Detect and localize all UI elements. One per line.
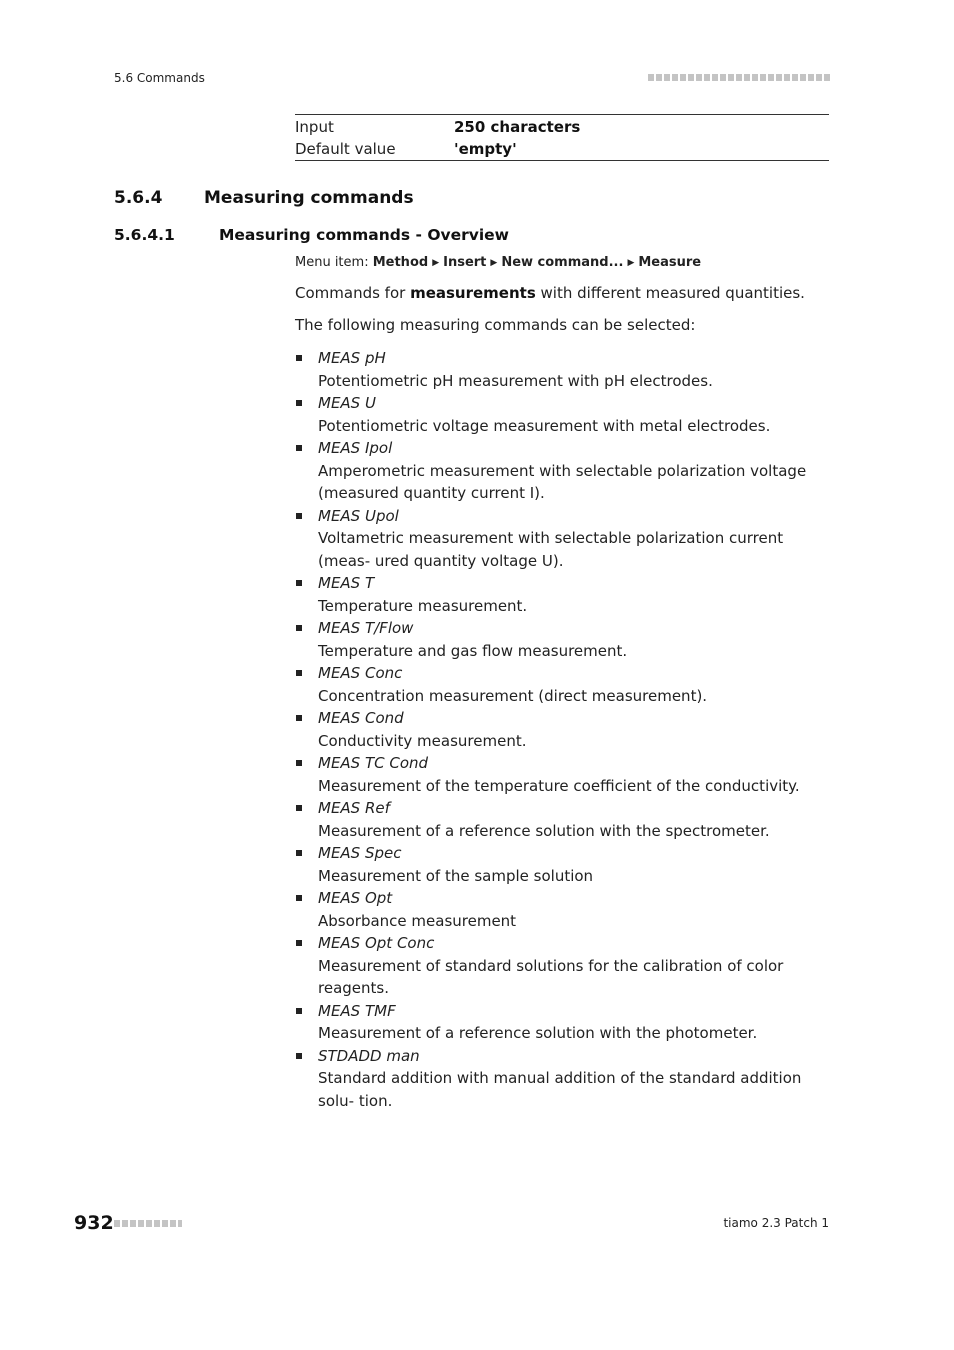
subsection-heading [114,226,509,244]
command-description: Temperature and gas flow measurement. [318,641,628,660]
property-value: 'empty' [454,140,517,158]
triangle-right-icon: ▶ [490,258,498,268]
intro-text: with different measured quantities. [535,284,805,302]
list-item [295,347,829,392]
command-name: MEAS Spec [318,844,402,862]
list-item [295,572,829,617]
bullet-icon [296,445,302,451]
section-heading [114,188,414,208]
bullet-icon [296,940,302,946]
bullet-icon [296,760,302,766]
command-description: Measurement of a reference solution with the photometer. [318,1024,758,1042]
bullet-icon [296,850,302,856]
command-name: MEAS TC Cond [318,754,429,772]
command-name: MEAS Ref [318,799,390,817]
list-item [295,932,829,1000]
subsection-title: Measuring commands - Overview [219,226,510,244]
bullet-icon [296,715,302,721]
triangle-right-icon: ▶ [432,258,440,268]
list-item [295,392,829,437]
property-row-input [295,116,829,138]
page-number: 932 [74,1212,114,1234]
command-description: Standard addition with manual addition of the standard addition solu- tion. [318,1069,802,1110]
command-name: MEAS Cond [318,709,404,727]
menu-label: Menu item: [295,255,369,270]
bullet-icon [296,513,302,519]
running-header-section: 5.6 Commands [114,71,205,85]
list-item [295,752,829,797]
list-item [295,842,829,887]
command-description: Voltametric measurement with selectable polarization current (meas- ured quantity voltage U). [318,529,784,570]
list-item [295,797,829,842]
bullet-icon [296,580,302,586]
command-list [295,347,829,1112]
triangle-right-icon: ▶ [627,258,635,268]
lead-paragraph: The following measuring commands can be selected: [295,316,696,334]
list-item [295,707,829,752]
section-title: Measuring commands [204,188,414,208]
command-description: Measurement of a reference solution with the spectrometer. [318,821,770,840]
command-description: Temperature measurement. [318,596,528,615]
menu-step: New command... [501,255,624,270]
command-name: STDADD man [318,1046,420,1065]
command-name: MEAS T [318,574,375,592]
command-name: MEAS pH [318,349,386,367]
intro-paragraph [295,284,805,302]
command-name: MEAS U [318,394,376,412]
command-name: MEAS Opt [318,889,393,907]
bullet-icon [296,1053,302,1059]
menu-step: Measure [638,255,702,270]
bullet-icon [296,355,302,361]
bullet-icon [296,670,302,676]
command-description: Absorbance measurement [318,911,517,930]
command-name: MEAS TMF [318,1001,396,1020]
header-decoration [648,74,830,81]
command-description: Measurement of standard solutions for the calibration of color reagents. [318,956,784,997]
product-version: tiamo 2.3 Patch 1 [723,1216,829,1230]
bullet-icon [296,625,302,631]
command-description: Measurement of the temperature coefficient of the conductivity. [318,776,800,795]
list-item [295,1000,829,1045]
command-description: Concentration measurement (direct measurement). [318,686,708,705]
bullet-icon [296,1008,302,1014]
list-item [295,1045,829,1113]
command-name: MEAS Upol [318,506,399,525]
bullet-icon [296,805,302,811]
command-description: Potentiometric pH measurement with pH electrodes. [318,371,713,390]
command-description: Potentiometric voltage measurement with metal electrodes. [318,416,771,435]
section-number: 5.6.4 [114,188,163,208]
command-description: Measurement of the sample solution [318,866,594,885]
command-name: MEAS T/Flow [318,619,414,637]
intro-emphasis: measurements [410,284,536,302]
command-name: MEAS Ipol [318,439,393,457]
list-item [295,887,829,932]
bullet-icon [296,400,302,406]
property-key: Default value [295,140,396,158]
property-row-default-value [295,138,829,160]
command-description: Amperometric measurement with selectable polarization voltage (measured quantity current I). [318,461,807,502]
command-description: Conductivity measurement. [318,731,527,750]
menu-step: Method [372,255,429,270]
property-value: 250 characters [454,118,581,136]
intro-text: Commands for [295,284,411,302]
list-item [295,662,829,707]
subsection-number: 5.6.4.1 [114,226,175,244]
command-name: MEAS Conc [318,664,403,682]
menu-path [295,255,701,270]
command-name: MEAS Opt Conc [318,934,435,952]
list-item [295,437,829,505]
menu-step: Insert [443,255,487,270]
list-item [295,617,829,662]
footer-decoration [114,1220,182,1227]
property-table [295,114,829,161]
property-key: Input [295,118,334,136]
bullet-icon [296,895,302,901]
list-item [295,505,829,573]
